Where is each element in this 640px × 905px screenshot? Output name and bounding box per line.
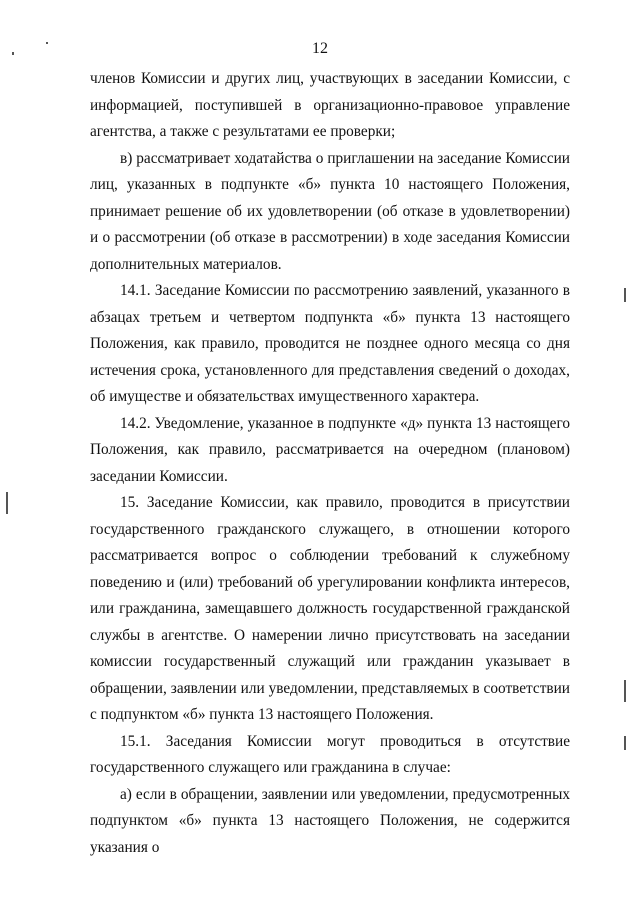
scan-mark-right-top xyxy=(624,288,626,302)
page-number: 12 xyxy=(312,40,328,57)
paragraph-14-2: 14.2. Уведомление, указанное в подпункте «д» пункта 13 настоящего Положения, как правило, рассматривается на очередном (плановом) заседании Комиссии. xyxy=(90,414,570,485)
paragraph-15-1: 15.1. Заседания Комиссии могут проводиться в отсутствие государственного служащего или гражданина в случае: xyxy=(90,732,570,776)
scan-mark-right-lower xyxy=(624,736,626,750)
paragraph-item-a: а) если в обращении, заявлении или уведомлении, предусмотренных подпунктом «б» пункта 13 настоящего Положения, не содержится указания о xyxy=(90,785,570,856)
paragraph-continuation: членов Комиссии и других лиц, участвующих в заседании Комиссии, с информацией, поступившей в организационно-правовое управление агентства, а также с результатами ее проверки; xyxy=(90,70,570,140)
scan-mark-right-middle xyxy=(624,680,626,702)
paragraph-15: 15. Заседание Комиссии, как правило, проводится в присутствии государственного гражданского служащего, в отношении которого рассматривается вопрос о соблюдении требований к служебному поведению и (или) требований об урегулировании конфликта интересов, или гражданина, замещавшего должность государственной гражданской службы в агентстве. О намерении лично присутствовать на заседании комиссии государственный служащий или гражданин указывает в обращении, заявлении или уведомлении, представляемых в соответствии с подпунктом «б» пункта 13 настоящего Положения. xyxy=(90,494,570,723)
paragraph-item-v: в) рассматривает ходатайства о приглашении на заседание Комиссии лиц, указанных в подпункте «б» пункта 10 настоящего Положения, принимает решение об их удовлетворении (об отказе в удовлетворении) и о рассмотрении (об отказе в рассмотрении) в ходе заседания Комиссии дополнительных материалов. xyxy=(90,149,570,273)
body-text xyxy=(90,66,570,861)
scan-mark-left-middle xyxy=(6,492,8,514)
paragraph-14-1: 14.1. Заседание Комиссии по рассмотрению заявлений, указанного в абзацах третьем и четвертом подпункта «б» пункта 13 настоящего Положения, как правило, проводится не позднее одного месяца со дня истечения срока, установленного для представления сведений о доходах, об имуществе и обязательствах имущественного характера. xyxy=(90,282,570,405)
scan-mark-left-dot xyxy=(46,42,48,44)
scan-mark-left-top xyxy=(12,52,14,55)
